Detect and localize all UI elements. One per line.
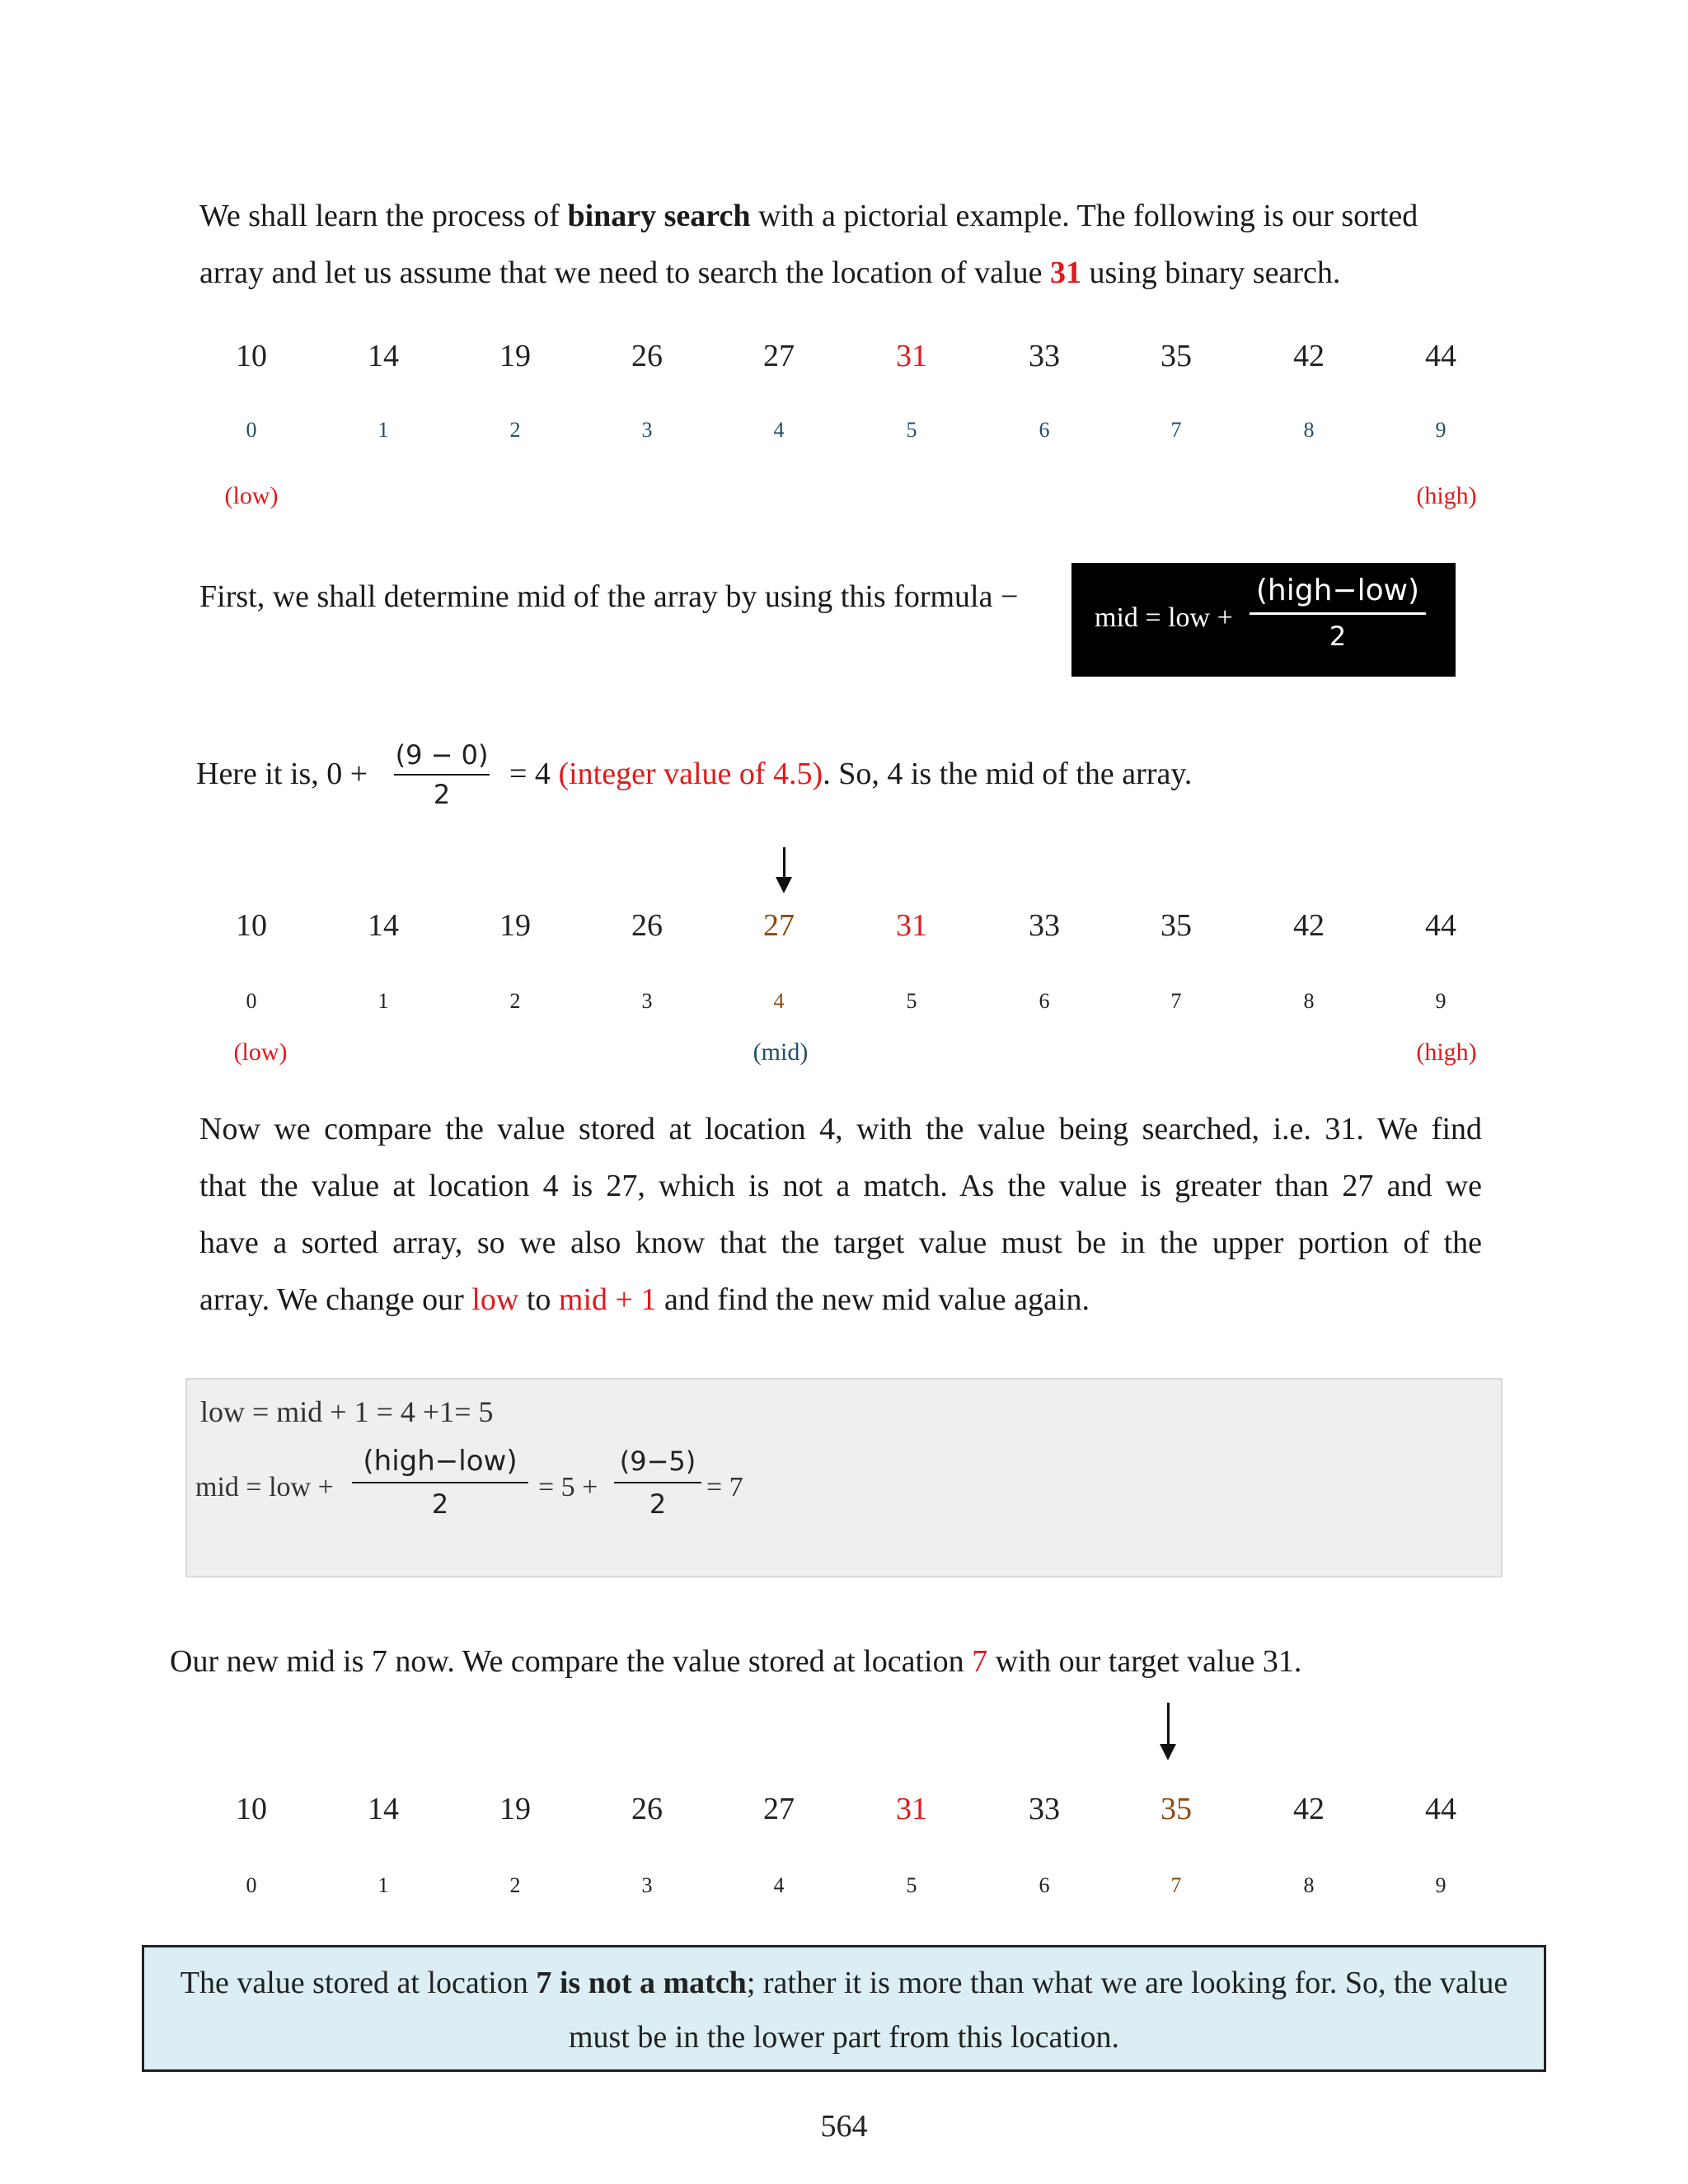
array-index-9: 9 [1435,418,1447,442]
compare-line-4 [199,1272,1090,1329]
calc-denominator-2: 2 [649,1488,667,1520]
low-label: (low) [224,482,279,509]
here-red-note: (integer value of 4.5) [558,757,823,791]
array-index-3: 3 [641,989,653,1013]
newmid-text: Our new mid is 7 now. We compare the value stored at location [170,1644,973,1679]
array-3-values [0,1791,1688,1840]
array-value-2: 19 [499,1792,531,1826]
array-index-2: 2 [509,1873,521,1897]
array-index-0: 0 [246,1873,257,1897]
intro-line-2 [199,245,1340,302]
array-value-6: 33 [1029,339,1060,373]
note-box [142,1945,1546,2072]
array-index-3: 3 [641,1873,653,1897]
calc-eq-end: = 7 [706,1472,743,1502]
array-value-0: 10 [236,339,267,373]
array-value-3: 26 [631,339,663,373]
compare-line-1: Now we compare the value stored at location 4, with the value being searched, i.e. 31. We find [199,1112,1482,1146]
array-index-8: 8 [1303,418,1315,442]
array-value-5: 31 [896,339,927,373]
array-index-6: 6 [1039,989,1050,1013]
here-eq: = 4 [509,757,559,791]
here-denominator: 2 [433,779,451,810]
array-index-5: 5 [906,1873,917,1897]
array-value-2: 19 [499,339,531,373]
compare-line-2: that the value at location 4 is 27, which is not a match. As the value is greater than 27 and we [199,1169,1482,1203]
calc-line-1: low = mid + 1 = 4 +1= 5 [200,1395,494,1428]
array-value-4: 27 [763,339,795,373]
note-text: ; rather it is more than what we are looking for. So, the value [746,1966,1508,2000]
array-index-7: 7 [1170,1873,1182,1897]
array-value-1: 14 [368,908,399,943]
calc-eq-mid: = 5 + [538,1472,598,1502]
array-value-0: 10 [236,908,267,943]
array-index-9: 9 [1435,989,1447,1013]
intro-line-1 [199,188,1418,245]
array-value-9: 44 [1425,1792,1456,1826]
high-label: (high) [1416,482,1477,509]
array-index-9: 9 [1435,1873,1447,1897]
array-value-9: 44 [1425,339,1456,373]
intro-text: We shall learn the process of [199,199,568,233]
array-value-6: 33 [1029,1792,1060,1826]
newmid-line [170,1633,1301,1690]
formula-box [1071,563,1456,677]
array-value-3: 26 [631,908,663,943]
array-index-6: 6 [1039,418,1050,442]
high-label: (high) [1416,1038,1477,1066]
page-number: 564 [820,2109,868,2144]
array-index-1: 1 [377,418,389,442]
array-value-1: 14 [368,339,399,373]
array-index-7: 7 [1170,989,1182,1013]
array-2-labels [0,1038,1688,1088]
here-result [509,746,1192,803]
array-value-7: 35 [1160,908,1192,943]
array-value-0: 10 [236,1792,267,1826]
calc-fraction-2 [614,1441,701,1525]
array-value-7: 35 [1160,1792,1192,1826]
intro-text: using binary search. [1081,255,1341,290]
array-index-0: 0 [246,989,257,1013]
array-1-labels [0,482,1688,532]
array-value-4: 27 [763,908,795,943]
array-2-indices [0,989,1688,1038]
formula-lead: First, we shall determine mid of the array by using this formula − [199,579,1019,614]
here-fraction [394,736,490,813]
array-index-0: 0 [246,418,257,442]
array-index-1: 1 [377,989,389,1013]
array-index-3: 3 [641,418,653,442]
array-value-8: 42 [1293,908,1325,943]
here-tail: . So, 4 is the mid of the array. [823,757,1193,791]
array-value-5: 31 [896,1792,927,1826]
calc-mid-eq: mid = low + [195,1472,334,1502]
array-value-8: 42 [1293,339,1325,373]
mid-plus-one-term: mid + 1 [558,1282,657,1317]
formula-fraction [1250,569,1426,658]
note-bold: 7 is not a match [536,1966,747,2000]
array-value-4: 27 [763,1792,795,1826]
array-index-1: 1 [377,1873,389,1897]
newmid-location: 7 [972,1644,988,1679]
note-text: The value stored at location [180,1966,537,2000]
array-value-7: 35 [1160,339,1192,373]
array-index-4: 4 [773,989,785,1013]
calc-numerator-1: (high−low) [363,1445,518,1478]
calc-denominator-1: 2 [431,1488,449,1520]
array-value-1: 14 [368,1792,399,1826]
formula-denominator: 2 [1329,621,1347,652]
array-index-2: 2 [509,418,521,442]
here-numerator: (9 − 0) [395,739,489,771]
array-index-4: 4 [773,418,785,442]
array-3-indices [0,1873,1688,1923]
note-line-2: must be in the lower part from this location. [568,2020,1120,2055]
newmid-text: with our target value 31. [987,1644,1302,1679]
target-value: 31 [1049,255,1081,290]
here-lead: Here it is, 0 + [196,757,368,791]
array-2-values [0,907,1688,957]
intro-text: with a pictorial example. The following is our sorted [750,199,1418,233]
compare-text: to [518,1282,559,1317]
array-index-2: 2 [509,989,521,1013]
low-term: low [471,1282,519,1317]
array-index-4: 4 [773,1873,785,1897]
calc-numerator-2: (9−5) [619,1446,696,1477]
array-value-2: 19 [499,908,531,943]
array-index-6: 6 [1039,1873,1050,1897]
array-1-indices [0,418,1688,467]
compare-text: array. We change our [199,1282,472,1317]
array-value-8: 42 [1293,1792,1325,1826]
array-index-8: 8 [1303,989,1315,1013]
array-value-9: 44 [1425,908,1456,943]
array-index-5: 5 [906,418,917,442]
intro-text: array and let us assume that we need to search the location of value [199,255,1050,290]
array-index-7: 7 [1170,418,1182,442]
compare-text: and find the new mid value again. [656,1282,1090,1317]
intro-bold-term: binary search [567,199,751,233]
array-index-5: 5 [906,989,917,1013]
array-1-values [0,338,1688,387]
note-line-1 [144,1956,1544,2010]
mid-label: (mid) [753,1038,809,1066]
array-value-3: 26 [631,1792,663,1826]
calc-fraction-1 [352,1441,528,1525]
array-index-8: 8 [1303,1873,1315,1897]
formula-numerator: (high−low) [1255,574,1420,607]
compare-line-3: have a sorted array, so we also know that the target value must be in the upper portion of the [199,1226,1482,1260]
low-label: (low) [233,1038,288,1066]
calc-box [185,1378,1503,1577]
array-value-6: 33 [1029,908,1060,943]
array-value-5: 31 [896,908,927,943]
formula-mid-eq: mid = low + [1095,602,1233,633]
